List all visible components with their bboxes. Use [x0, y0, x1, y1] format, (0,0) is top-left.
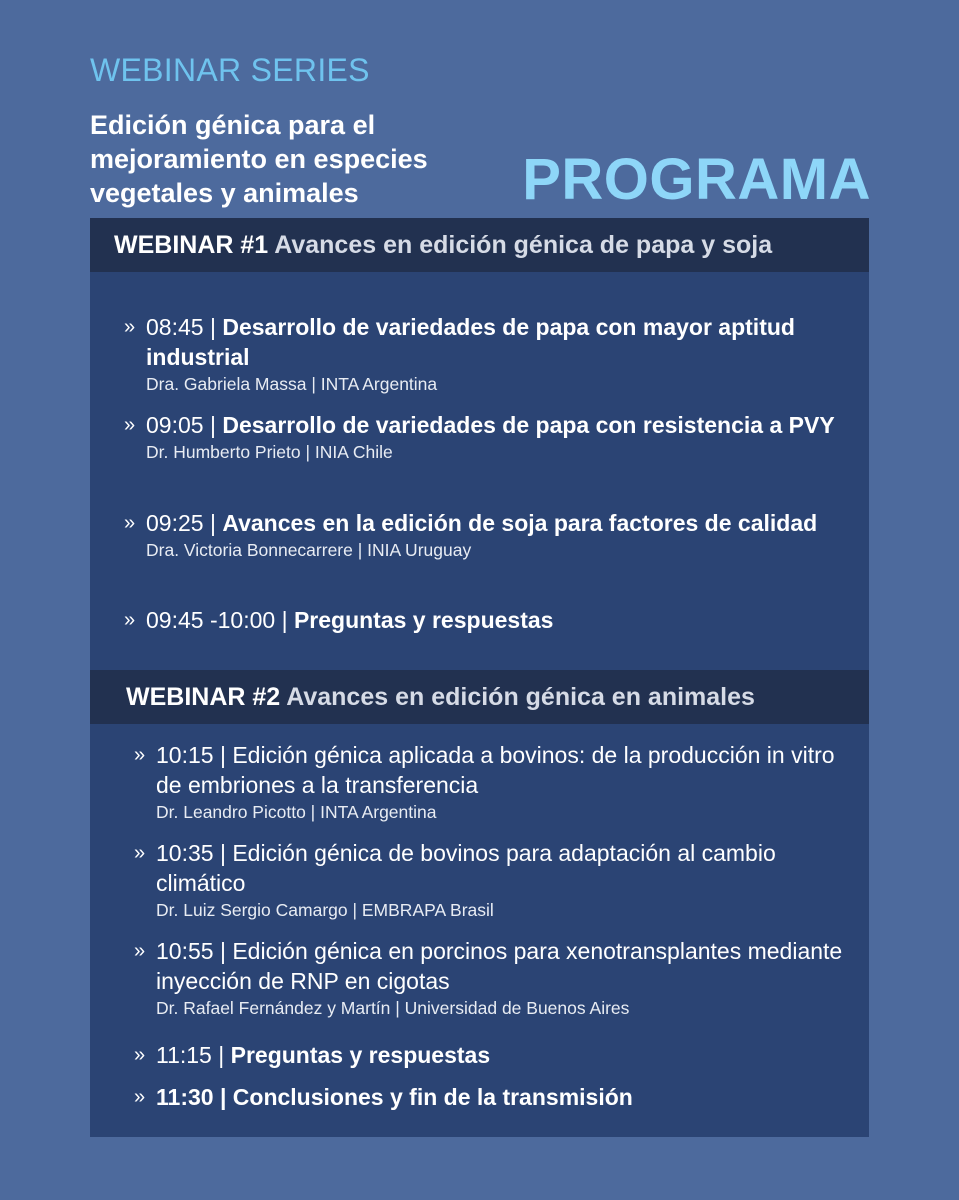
- item-speaker: Dra. Victoria Bonnecarrere | INIA Uruguay: [146, 540, 472, 560]
- separator: |: [219, 840, 226, 866]
- item-time: 09:25: [146, 510, 204, 536]
- item-title: Conclusiones y fin de la transmisión: [232, 1084, 633, 1110]
- item-title: Desarrollo de variedades de papa con resistencia a PVY: [222, 412, 835, 438]
- item-time: 09:45 -10:00: [146, 607, 276, 633]
- program-panel: [90, 218, 869, 1137]
- programa-heading: PROGRAMA: [522, 147, 871, 212]
- item-time: 10:35: [156, 840, 214, 866]
- webinar2-label: WEBINAR #2: [126, 683, 281, 711]
- subtitle-line: vegetales y animales: [90, 178, 359, 208]
- webinar1-topic: Avances en edición génica de papa y soja: [274, 231, 773, 259]
- separator: |: [219, 1084, 227, 1110]
- item-title: Preguntas y respuestas: [293, 607, 554, 633]
- bullet-mark: »: [124, 316, 136, 338]
- subtitle-line: mejoramiento en especies: [90, 144, 428, 174]
- item-time: 11:15: [156, 1042, 212, 1068]
- bullet-mark: »: [124, 512, 136, 534]
- item-time: 09:05: [146, 412, 204, 438]
- item-time: 11:30: [156, 1084, 214, 1110]
- item-time: 08:45: [146, 314, 204, 340]
- schedule-item: [134, 936, 844, 1020]
- schedule-item: [134, 1040, 844, 1070]
- bullet-mark: »: [124, 609, 136, 631]
- webinar2-topic: Avances en edición génica en animales: [286, 683, 755, 711]
- item-speaker: Dr. Leandro Picotto | INTA Argentina: [156, 802, 437, 822]
- item-title: Preguntas y respuestas: [230, 1042, 491, 1068]
- item-speaker: Dr. Luiz Sergio Camargo | EMBRAPA Brasil: [156, 900, 494, 920]
- schedule-item: [134, 838, 844, 922]
- webinar1-label: WEBINAR #1: [114, 231, 269, 259]
- schedule-item: [124, 312, 844, 396]
- item-title: Edición génica de bovinos para adaptación al cambio climático: [156, 840, 776, 896]
- schedule-item: [124, 605, 844, 635]
- schedule-item: [134, 1082, 844, 1112]
- bullet-mark: »: [134, 1086, 146, 1108]
- separator: |: [209, 510, 216, 536]
- item-speaker: Dr. Rafael Fernández y Martín | Universidad de Buenos Aires: [156, 998, 630, 1018]
- schedule-item: [134, 740, 844, 824]
- item-speaker: Dra. Gabriela Massa | INTA Argentina: [146, 374, 438, 394]
- item-speaker: Dr. Humberto Prieto | INIA Chile: [146, 442, 393, 462]
- separator: |: [218, 1042, 225, 1068]
- bullet-mark: »: [134, 1044, 146, 1066]
- bullet-mark: »: [134, 842, 146, 864]
- separator: |: [219, 742, 226, 768]
- bullet-mark: »: [124, 414, 136, 436]
- item-title: Avances en la edición de soja para factores de calidad: [222, 510, 818, 536]
- webinar-subtitle: [90, 108, 428, 210]
- webinar2-header: [90, 670, 869, 724]
- separator: |: [209, 412, 216, 438]
- separator: |: [209, 314, 216, 340]
- bullet-mark: »: [134, 940, 146, 962]
- separator: |: [281, 607, 288, 633]
- subtitle-line: Edición génica para el: [90, 110, 376, 140]
- schedule-item: [124, 410, 844, 464]
- schedule-item: [124, 508, 844, 562]
- series-title: WEBINAR SERIES: [90, 52, 370, 88]
- item-title: Desarrollo de variedades de papa con mayor aptitud industrial: [146, 314, 795, 370]
- webinar1-header: [90, 218, 869, 272]
- separator: |: [219, 938, 226, 964]
- item-title: Edición génica aplicada a bovinos: de la producción in vitro de embriones a la transferencia: [156, 742, 835, 798]
- item-time: 10:15: [156, 742, 214, 768]
- item-title: Edición génica en porcinos para xenotransplantes mediante inyección de RNP en cigotas: [156, 938, 843, 994]
- bullet-mark: »: [134, 744, 146, 766]
- item-time: 10:55: [156, 938, 214, 964]
